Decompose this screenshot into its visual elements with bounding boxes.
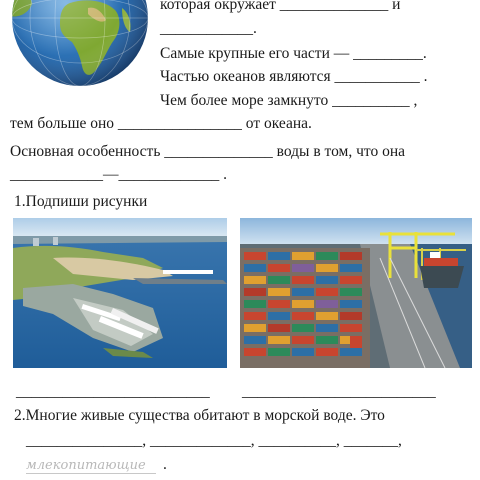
caption-blank-left[interactable]: _________________________ <box>16 383 210 400</box>
handwritten-answer: млекопитающие <box>26 458 146 473</box>
handwritten-answer-field[interactable] <box>26 456 156 474</box>
port-photo-left <box>13 218 227 368</box>
feature-line-2: ____________—_____________ . <box>10 166 227 183</box>
text-line-4: Частью океанов являются ___________ . <box>160 68 428 85</box>
text-line-2: ____________. <box>160 20 257 37</box>
task1-title: 1.Подпиши рисунки <box>14 193 148 210</box>
task2-title: 2.Многие живые существа обитают в морской воде. Это <box>14 407 385 424</box>
caption-blank-right[interactable]: _________________________ <box>242 383 436 400</box>
text-line-3: Самые крупные его части — _________. <box>160 45 427 62</box>
text-line-5: Чем более море замкнуто __________ , <box>160 92 418 109</box>
text-line-6: тем больше оно ________________ от океана. <box>10 115 312 132</box>
task2-blanks-line[interactable]: _______________, _____________, __________, _______, <box>26 432 402 449</box>
feature-line-1: Основная особенность ______________ воды в том, что она <box>10 143 406 160</box>
container-terminal-photo-right <box>240 218 472 368</box>
task2-end-dot: . <box>163 456 167 473</box>
text-line-1: которая окружает ______________ и <box>160 0 401 13</box>
globe-image <box>10 0 150 88</box>
